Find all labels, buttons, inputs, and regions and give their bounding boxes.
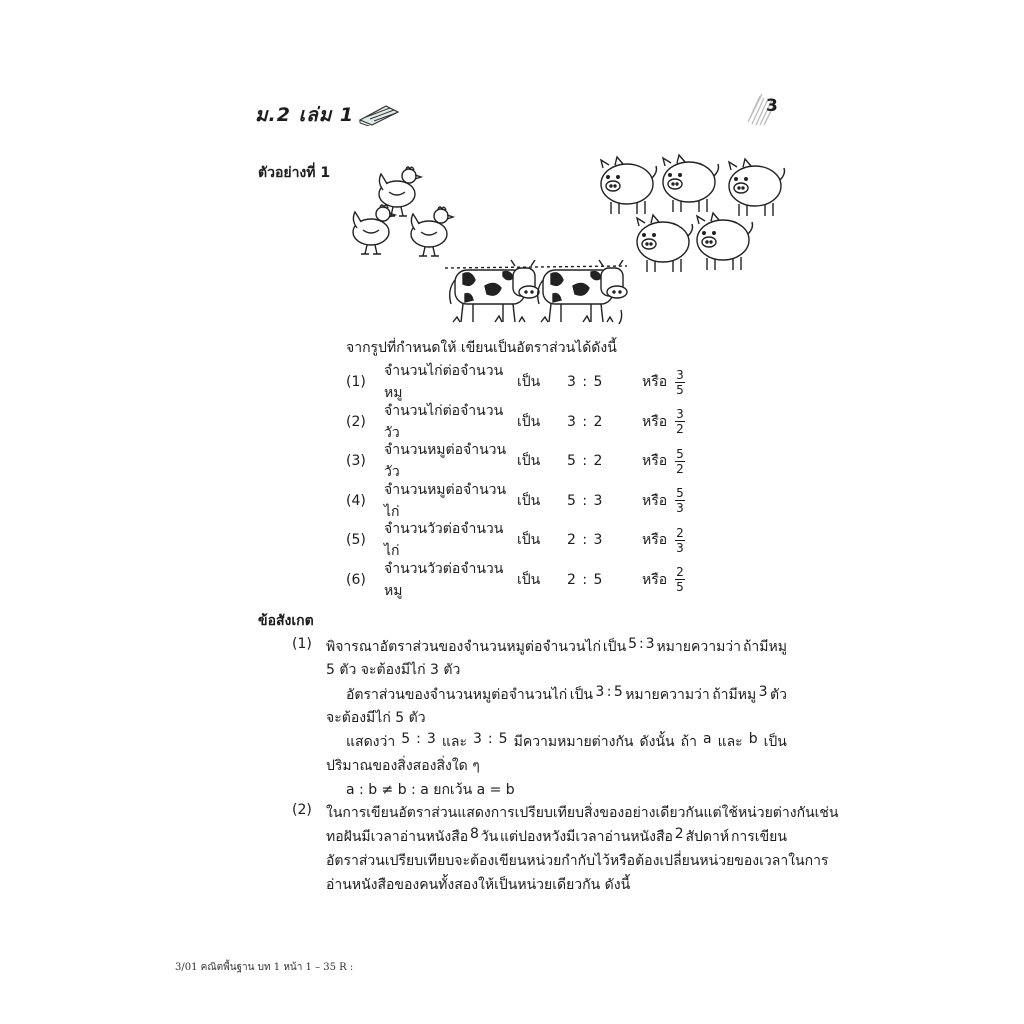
word: 2 <box>674 826 684 842</box>
row-fraction <box>675 408 685 435</box>
hen-icon <box>411 207 453 256</box>
word: 5 <box>628 636 637 652</box>
row-fraction <box>675 527 685 554</box>
fraction-numerator: 2 <box>676 525 684 540</box>
item-number: (2) <box>292 802 312 818</box>
ratio-row <box>346 520 685 560</box>
word: : <box>638 636 644 652</box>
ratio-row <box>346 481 685 521</box>
word: 3 <box>758 684 768 700</box>
pig-icon <box>729 159 785 216</box>
word: ตัว <box>769 687 787 703</box>
row-or-label: หรือ <box>642 532 668 548</box>
row-description: จำนวนไก่ต่อจำนวนหมู <box>384 363 504 401</box>
row-is-label: เป็น <box>517 374 541 390</box>
row-ratio: 2 : 5 <box>567 571 604 588</box>
row-ratio: 3 : 5 <box>567 374 604 390</box>
fraction-denominator: 5 <box>676 580 684 594</box>
word: แต่ปองหวังมีเวลาอ่านหนังสือ <box>500 829 673 845</box>
obs1-line6: ปริมาณของสิ่งสองสิ่งใด ๆ <box>326 758 480 774</box>
word: การเขียน <box>730 829 787 845</box>
obs2-line4: อ่านหนังสือของคนทั้งสองให้เป็นหน่วยเดียวกัน ดังนี้ <box>326 877 631 893</box>
word: : <box>606 684 612 700</box>
word: หมายความว่า <box>625 687 710 703</box>
hen-icon <box>353 205 395 254</box>
example-intro: จากรูปที่กำหนดให้ เขียนเป็นอัตราส่วนได้ดังนี้ <box>346 340 617 356</box>
ratio-row <box>346 560 685 600</box>
obs1-line2: 5 ตัว จะต้องมีไก่ 3 ตัว <box>326 662 461 678</box>
word: เป็น <box>602 639 627 655</box>
word: และ <box>717 734 743 750</box>
fraction-numerator: 3 <box>676 407 684 421</box>
row-description: จำนวนไก่ต่อจำนวนวัว <box>384 402 504 441</box>
fraction-denominator: 3 <box>676 540 684 555</box>
row-description: จำนวนวัวต่อจำนวนไก่ <box>384 521 504 559</box>
row-ratio: 5 : 3 <box>567 492 604 509</box>
obs1-line3 <box>346 684 787 706</box>
word: 3 <box>595 684 605 700</box>
ratio-row <box>346 402 685 442</box>
word: 5 <box>613 684 623 700</box>
word: เป็น <box>763 734 787 750</box>
fraction-denominator: 2 <box>676 422 684 436</box>
word: 3 <box>426 731 436 747</box>
word: เป็น <box>569 687 593 703</box>
obs2-line1 <box>326 802 839 824</box>
obs1-line4: จะต้องมีไก่ 5 ตัว <box>326 710 426 726</box>
word: มีความหมายต่างกัน <box>513 734 634 750</box>
row-or-label: หรือ <box>642 492 668 509</box>
obs1-line5 <box>346 731 787 753</box>
row-is-label: เป็น <box>517 413 541 430</box>
fraction-denominator: 5 <box>676 382 684 397</box>
obs1-line1 <box>326 636 787 658</box>
row-is-label: เป็น <box>517 532 541 548</box>
row-number: (2) <box>346 413 366 430</box>
row-fraction <box>675 487 685 514</box>
observations-title: ข้อสังเกต <box>258 613 314 629</box>
row-is-label: เป็น <box>517 453 541 469</box>
word: : <box>416 731 421 747</box>
word: ถ้ามีหมู <box>712 687 757 703</box>
word: 8 <box>469 826 479 842</box>
fraction-numerator: 2 <box>676 565 684 579</box>
row-is-label: เป็น <box>517 571 541 588</box>
word: อัตราส่วนของจำนวนหมูต่อจำนวนไก่ <box>346 687 568 703</box>
book-label: ม.2 เล่ม 1 <box>255 104 355 126</box>
row-fraction <box>675 566 685 593</box>
fraction-numerator: 3 <box>676 367 684 382</box>
word: ทอฝันมีเวลาอ่านหนังสือ <box>326 829 469 845</box>
word: 5 <box>498 731 508 747</box>
item-number: (1) <box>292 636 312 652</box>
word: ถ้ามีหมู <box>742 639 787 655</box>
animals-figure <box>345 150 795 335</box>
pig-icon <box>697 213 753 270</box>
example-title: ตัวอย่างที่ 1 <box>258 165 331 181</box>
obs2-line2 <box>326 826 787 848</box>
word: หรือต้องเปลี่ยนหน่วยของเวลาในการ <box>609 853 829 869</box>
fraction-numerator: 5 <box>676 486 684 500</box>
row-number: (3) <box>346 453 366 469</box>
fraction-denominator: 2 <box>676 461 684 476</box>
page-number: 3 <box>766 96 778 116</box>
word: แสดงว่า <box>346 734 396 750</box>
pig-icon <box>601 157 657 214</box>
row-number: (6) <box>346 571 366 588</box>
row-or-label: หรือ <box>642 453 668 469</box>
row-ratio: 2 : 3 <box>567 532 604 548</box>
obs1-line7: a : b ≠ b : a ยกเว้น a = b <box>346 782 515 798</box>
word: ดังนั้น <box>639 734 675 750</box>
cow-icon <box>450 260 539 322</box>
row-number: (1) <box>346 374 366 390</box>
book-header <box>255 100 400 130</box>
word: สัปดาห์ <box>685 829 730 845</box>
footer-note: 3/01 คณิตพื้นฐาน บท 1 หน้า 1 – 35 R : <box>175 962 354 973</box>
row-description: จำนวนวัวต่อจำนวนหมู <box>384 560 504 599</box>
ratio-row <box>346 441 685 481</box>
word: a <box>702 731 712 747</box>
word: 3 <box>472 731 482 747</box>
ratio-row <box>346 362 685 402</box>
row-number: (5) <box>346 532 366 548</box>
word: เช่น <box>814 805 839 821</box>
word: และ <box>441 734 467 750</box>
row-or-label: หรือ <box>642 571 668 588</box>
cow-icon <box>538 260 627 322</box>
row-ratio: 3 : 2 <box>567 413 604 430</box>
row-number: (4) <box>346 492 366 509</box>
row-fraction <box>675 369 685 396</box>
fraction-denominator: 3 <box>676 501 684 515</box>
word: b <box>748 731 758 747</box>
word: พิจารณาอัตราส่วนของจำนวนหมูต่อจำนวนไก่ <box>326 639 601 655</box>
row-or-label: หรือ <box>642 413 668 430</box>
word: 5 <box>401 731 411 747</box>
word: : <box>487 731 493 747</box>
book-stack-icon <box>358 104 400 126</box>
word: ถ้า <box>680 734 697 750</box>
word: วัน <box>480 829 499 845</box>
fraction-numerator: 5 <box>676 446 684 461</box>
row-is-label: เป็น <box>517 492 541 509</box>
word: ในการเขียนอัตราส่วนแสดงการเปรียบเทียบสิ่งของอย่างเดียวกัน <box>326 805 704 821</box>
word: 3 <box>645 636 655 652</box>
obs2-line3 <box>326 850 829 872</box>
word: แต่ใช้หน่วยต่างกัน <box>703 805 815 821</box>
page-number-badge <box>742 92 792 128</box>
row-description: จำนวนหมูต่อจำนวนวัว <box>384 442 507 480</box>
row-fraction <box>675 448 685 475</box>
pig-icon <box>637 215 693 272</box>
row-ratio: 5 : 2 <box>567 453 604 469</box>
row-description: จำนวนหมูต่อจำนวนไก่ <box>384 481 507 520</box>
row-or-label: หรือ <box>642 374 668 390</box>
pig-icon <box>663 155 719 212</box>
word: หมายความว่า <box>656 639 742 655</box>
word: อัตราส่วนเปรียบเทียบจะต้องเขียนหน่วยกำกับไว้ <box>326 853 610 869</box>
